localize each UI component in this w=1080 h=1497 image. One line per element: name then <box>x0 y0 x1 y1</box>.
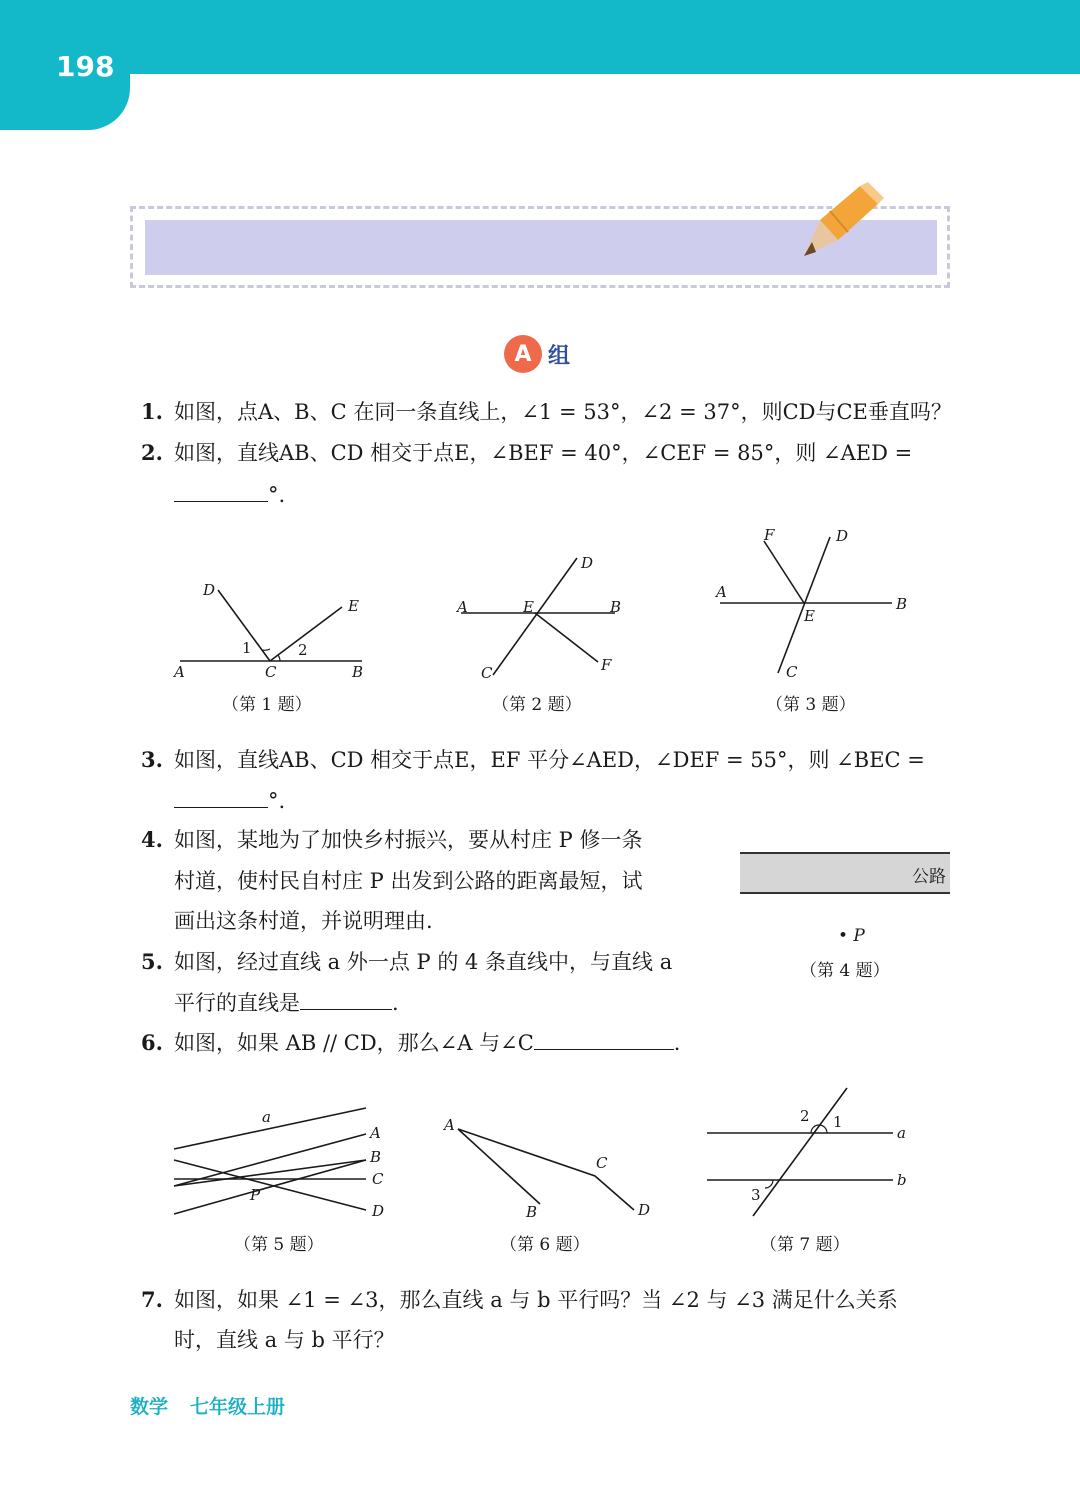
question-tail: °. <box>268 483 286 507</box>
figure-3-caption: （第 3 题） <box>766 695 856 715</box>
label-a: A <box>457 598 468 616</box>
line-cd <box>493 558 577 675</box>
label-d: D <box>638 1201 651 1219</box>
question-text-line-1: 如图，经过直线 a 外一点 P 的 4 条直线中，与直线 a <box>174 950 673 974</box>
question-text-line-1: 如图，某地为了加快乡村振兴，要从村庄 P 修一条 <box>174 828 643 852</box>
label-angle-1: 1 <box>242 639 252 657</box>
label-c: C <box>265 663 277 681</box>
figure-1-caption: （第 1 题） <box>222 695 312 715</box>
footer <box>130 1392 285 1419</box>
question-3-answer-line <box>174 781 285 821</box>
label-angle-2: 2 <box>800 1107 810 1125</box>
question-number: 2. <box>141 440 163 465</box>
question-7 <box>141 1280 898 1320</box>
group-word: 组 <box>548 343 571 369</box>
label-b: B <box>526 1203 538 1221</box>
label-a: A <box>716 583 727 601</box>
ray-ef <box>764 541 804 603</box>
figure-2 <box>455 550 625 689</box>
label-d: D <box>203 581 216 599</box>
question-number: 3. <box>141 747 163 772</box>
label-c: C <box>481 664 493 682</box>
label-a-line: a <box>262 1108 271 1126</box>
road-label: 公路 <box>912 867 946 887</box>
group-badge: A <box>504 335 542 373</box>
figure-5 <box>170 1100 390 1229</box>
question-4 <box>141 820 642 860</box>
footer-grade: 七年级上册 <box>190 1396 286 1418</box>
question-text: 如图，直线AB、CD 相交于点E，EF 平分∠AED，∠DEF = 55°，则 ∠BEC = <box>174 748 925 772</box>
line-cd <box>778 537 830 673</box>
label-c: C <box>596 1154 608 1172</box>
point-p: • P <box>838 926 865 946</box>
question-tail: °. <box>268 789 286 813</box>
question-5 <box>141 942 672 982</box>
answer-blank[interactable] <box>174 787 268 808</box>
label-a: a <box>897 1124 906 1142</box>
question-number: 7. <box>141 1287 163 1312</box>
label-e: E <box>523 598 534 616</box>
segment-ab <box>458 1129 540 1204</box>
label-f: F <box>764 526 775 544</box>
label-e: E <box>348 597 359 615</box>
pencil-icon <box>790 180 890 270</box>
figure-3 <box>712 525 912 689</box>
label-e: E <box>804 607 815 625</box>
figure-1 <box>170 575 370 689</box>
question-text-line-2: 平行的直线是 <box>174 991 300 1015</box>
question-number: 5. <box>141 949 163 974</box>
label-c: C <box>786 663 798 681</box>
label-angle-3: 3 <box>751 1186 761 1204</box>
question-2 <box>141 433 912 473</box>
figure-2-caption: （第 2 题） <box>492 695 582 715</box>
question-text: 如图，点A、B、C 在同一条直线上，∠1 = 53°，∠2 = 37°，则CD与CE垂直吗？ <box>174 400 952 424</box>
ray-ef <box>535 613 598 662</box>
question-3 <box>141 740 925 780</box>
answer-blank[interactable] <box>534 1029 674 1050</box>
question-number: 4. <box>141 827 163 852</box>
question-text: 如图，直线AB、CD 相交于点E，∠BEF = 40°，∠CEF = 85°，则 ∠AED = <box>174 441 913 465</box>
question-6 <box>141 1023 680 1063</box>
label-a: A <box>444 1116 455 1134</box>
label-b: B <box>370 1148 382 1166</box>
figure-7 <box>705 1086 925 1225</box>
label-d: D <box>581 554 594 572</box>
answer-blank[interactable] <box>174 481 268 502</box>
question-number: 1. <box>141 399 163 424</box>
figure-4-caption: （第 4 题） <box>800 961 890 981</box>
line-pb <box>174 1160 366 1186</box>
label-b: B <box>610 598 622 616</box>
question-5-line-2 <box>174 983 399 1023</box>
group-title <box>504 334 570 374</box>
question-4-line-2: 村道，使村民自村庄 P 出发到公路的距离最短，试 <box>174 869 643 893</box>
label-angle-1: 1 <box>833 1113 843 1131</box>
footer-subject: 数学 <box>130 1396 169 1418</box>
label-f: F <box>601 656 612 674</box>
header-band <box>0 0 1080 74</box>
figure-6-caption: （第 6 题） <box>500 1235 590 1255</box>
label-angle-2: 2 <box>298 641 308 659</box>
figure-7-caption: （第 7 题） <box>760 1235 850 1255</box>
question-7-line-2: 时，直线 a 与 b 平行？ <box>174 1328 395 1352</box>
question-tail: . <box>392 991 399 1015</box>
label-b: b <box>897 1171 907 1189</box>
road-figure <box>740 852 950 894</box>
page-number: 198 <box>56 50 115 83</box>
figure-5-caption: （第 5 题） <box>234 1235 324 1255</box>
label-d: D <box>372 1202 385 1220</box>
question-1 <box>141 392 952 432</box>
label-c: C <box>372 1170 384 1188</box>
answer-blank[interactable] <box>300 989 392 1010</box>
question-2-answer-line <box>174 475 285 515</box>
label-a: A <box>174 663 185 681</box>
label-d: D <box>836 527 849 545</box>
label-b: B <box>352 663 364 681</box>
question-text-line-1: 如图，如果 ∠1 = ∠3，那么直线 a 与 b 平行吗？当 ∠2 与 ∠3 满足什么关系 <box>174 1288 898 1312</box>
segment-acd <box>458 1129 634 1210</box>
figure-6 <box>440 1112 660 1226</box>
line-pa <box>174 1134 366 1186</box>
label-p: P <box>250 1186 261 1204</box>
question-number: 6. <box>141 1030 163 1055</box>
question-tail: . <box>673 1031 681 1055</box>
question-text: 如图，如果 AB // CD，那么∠A 与∠C <box>174 1031 534 1055</box>
label-a: A <box>370 1124 381 1142</box>
label-b: B <box>896 595 908 613</box>
question-4-line-3: 画出这条村道，并说明理由. <box>174 909 433 933</box>
